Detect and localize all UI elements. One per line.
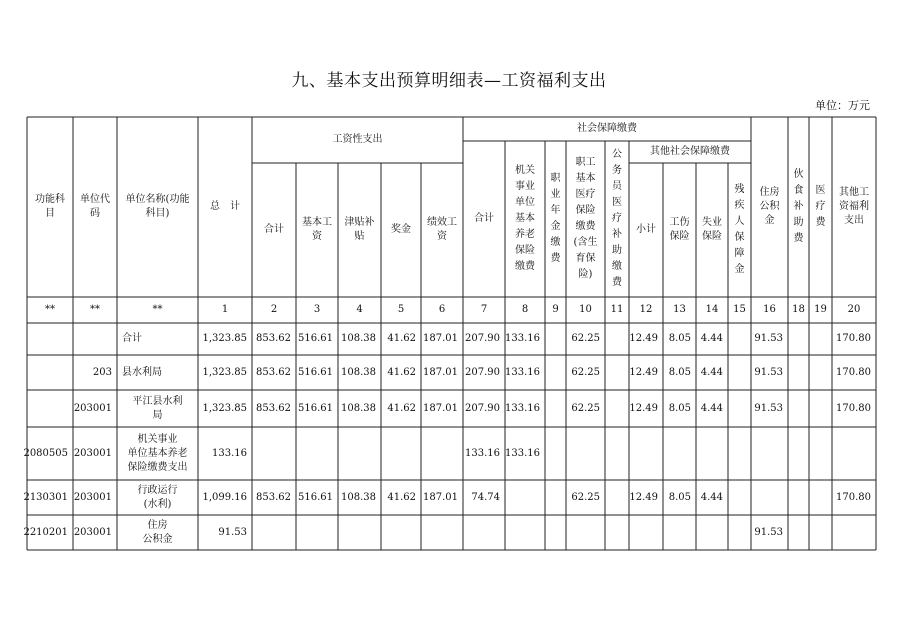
table-cell	[788, 515, 809, 550]
table-cell	[73, 323, 117, 355]
header-meal: 伙 食 补 助 费	[793, 169, 804, 244]
table-cell: 170.80	[836, 366, 871, 378]
header-other-group: 其他社会保障缴费	[650, 146, 730, 157]
header-total: 总 计	[210, 201, 240, 212]
header-social-group: 社会保障缴费	[577, 123, 637, 134]
table-cell	[629, 427, 663, 480]
table-cell	[728, 355, 751, 390]
table-cell: 8.05	[668, 402, 691, 414]
table-cell	[696, 515, 728, 550]
table-cell: 41.62	[387, 402, 416, 414]
header-other-welfare: 其他工 资福利 支出	[839, 187, 869, 226]
table-cell: 516.61	[298, 366, 333, 378]
table-cell: 8.05	[668, 366, 691, 378]
table-cell: 12.49	[629, 402, 658, 414]
table-cell	[252, 427, 296, 480]
table-cell: 170.80	[836, 333, 871, 344]
table-cell	[27, 390, 73, 427]
index-cell: 12	[639, 304, 653, 315]
table-cell: 12.49	[629, 366, 658, 378]
table-cell: 516.61	[298, 333, 333, 344]
table-cell	[605, 355, 629, 390]
row-name-cell: 机关事业 单位基本养老 保险缴费支出	[127, 433, 188, 473]
header-civil-medical: 公 务 员 医 疗 补 助 缴 费	[612, 149, 622, 288]
table-cell	[788, 480, 809, 515]
table-cell	[545, 390, 566, 427]
index-cell: 19	[814, 304, 827, 315]
table-cell: 41.62	[387, 333, 416, 344]
header-salary-group: 工资性支出	[332, 134, 383, 145]
table-cell	[505, 480, 545, 515]
table-cell: 207.90	[465, 402, 500, 414]
table-cell: 91.53	[754, 333, 783, 344]
table-cell: 203001	[73, 447, 112, 459]
table-cell: 108.38	[341, 366, 376, 378]
table-cell: 108.38	[341, 491, 376, 503]
table-cell: 1,323.85	[202, 333, 247, 344]
table-cell	[663, 427, 696, 480]
table-cell	[751, 427, 788, 480]
header-unit-name: 单位名称(功能 科目)	[125, 194, 190, 219]
index-cell: 6	[438, 304, 446, 315]
table-cell: 12.49	[629, 491, 658, 503]
index-cell: 3	[313, 304, 321, 315]
table-cell: 2130301	[23, 491, 68, 503]
table-cell	[27, 323, 73, 355]
table-cell: 4.44	[700, 491, 723, 503]
table-cell	[421, 427, 463, 480]
header-health: 医 疗 费	[815, 185, 826, 228]
index-cell: 9	[552, 304, 559, 315]
row-name-cell: 行政运行 (水利)	[137, 484, 178, 510]
table-cell	[566, 427, 605, 480]
table-cell: 108.38	[341, 402, 376, 414]
index-cell: **	[152, 304, 163, 315]
table-cell: 853.62	[256, 333, 291, 344]
table-cell	[505, 515, 545, 550]
row-name-cell: 平江县水利 局	[132, 395, 183, 421]
unit-label: 单位：万元	[815, 99, 870, 112]
index-cell: **	[45, 304, 55, 315]
table-cell: 853.62	[256, 366, 291, 378]
header-unit-code: 单位代 码	[80, 194, 110, 219]
table-cell	[809, 427, 832, 480]
header-salary-sum: 合计	[264, 224, 284, 235]
header-basic-salary: 基本工 资	[302, 217, 332, 242]
table-cell	[788, 355, 809, 390]
table-cell	[809, 515, 832, 550]
row-name-cell: 住房 公积金	[142, 519, 173, 545]
table-cell	[663, 515, 696, 550]
index-cell: 1	[221, 304, 229, 315]
header-func-code: 功能科 目	[35, 194, 65, 219]
table-cell	[545, 323, 566, 355]
table-cell	[809, 323, 832, 355]
index-cell: **	[90, 304, 100, 315]
header-performance: 绩效工 资	[427, 217, 457, 242]
table-cell: 2080505	[23, 447, 68, 459]
table-cell: 2210201	[23, 526, 68, 538]
header-annuity: 职 业 年 金 缴 费	[550, 173, 561, 264]
header-housing: 住房 公积 金	[759, 187, 780, 226]
header-medical: 职工 基本 医疗 保险 缴费 (含生 育保 险)	[573, 157, 598, 280]
table-cell	[605, 323, 629, 355]
table-cell	[809, 390, 832, 427]
table-cell: 41.62	[387, 491, 416, 503]
table-cell	[728, 323, 751, 355]
table-cell	[629, 515, 663, 550]
table-cell: 516.61	[298, 491, 333, 503]
header-social-sum: 合计	[474, 213, 494, 224]
table-cell: 170.80	[836, 402, 871, 414]
index-cell: 13	[673, 304, 686, 315]
table-cell	[728, 390, 751, 427]
index-cell: 7	[480, 304, 488, 315]
table-cell: 853.62	[256, 491, 291, 503]
index-cell: 5	[397, 304, 405, 315]
table-cell: 62.25	[571, 402, 600, 414]
table-cell	[605, 427, 629, 480]
index-cell: 2	[270, 304, 278, 315]
header-other-sum: 小计	[636, 224, 656, 235]
table-cell: 133.16	[505, 366, 540, 378]
index-cell: 8	[521, 304, 529, 315]
table-cell: 133.16	[505, 333, 540, 344]
table-cell	[27, 355, 73, 390]
table-cell: 187.01	[423, 333, 458, 344]
index-cell: 15	[733, 304, 746, 315]
header-bonus: 奖金	[391, 224, 411, 235]
table-cell	[605, 480, 629, 515]
table-cell: 12.49	[629, 333, 658, 344]
header-disability: 残 疾 人 保 障 金	[734, 184, 745, 275]
table-cell	[788, 427, 809, 480]
table-cell: 1,323.85	[202, 366, 247, 378]
table-cell: 187.01	[423, 491, 458, 503]
table-cell	[252, 515, 296, 550]
table-cell	[728, 427, 751, 480]
table-cell	[728, 480, 751, 515]
header-allowance: 津贴补 贴	[344, 217, 375, 242]
table-cell	[296, 515, 338, 550]
table-cell	[605, 390, 629, 427]
table-cell: 91.53	[754, 402, 783, 414]
table-cell: 133.16	[465, 447, 500, 459]
header-unemployment: 失业 保险	[702, 217, 722, 242]
table-cell	[545, 427, 566, 480]
table-cell: 133.16	[505, 447, 540, 459]
table-cell	[832, 427, 876, 480]
table-cell	[338, 427, 381, 480]
table-cell	[788, 323, 809, 355]
table-cell: 62.25	[571, 333, 600, 344]
index-cell: 18	[792, 304, 805, 315]
table-cell	[545, 515, 566, 550]
table-cell	[338, 515, 381, 550]
table-cell: 62.25	[571, 491, 600, 503]
table-cell: 170.80	[836, 491, 871, 503]
table-cell: 853.62	[256, 402, 291, 414]
table-cell: 8.05	[668, 333, 691, 344]
table-cell	[463, 515, 505, 550]
table-cell: 187.01	[423, 366, 458, 378]
table-cell	[788, 390, 809, 427]
table-cell: 4.44	[700, 366, 723, 378]
table-cell: 1,099.16	[202, 491, 247, 503]
index-cell: 16	[763, 304, 776, 315]
table-cell: 41.62	[387, 366, 416, 378]
table-cell: 203001	[73, 491, 112, 503]
table-cell: 187.01	[423, 402, 458, 414]
table-cell	[696, 427, 728, 480]
row-name-cell: 县水利局	[122, 366, 162, 378]
table-cell	[381, 427, 421, 480]
page-title: 九、基本支出预算明细表—工资福利支出	[291, 71, 607, 91]
table-cell: 207.90	[465, 333, 500, 344]
table-cell	[545, 480, 566, 515]
table-cell	[545, 355, 566, 390]
table-cell: 4.44	[700, 402, 723, 414]
index-cell: 4	[356, 304, 363, 315]
table-cell: 91.53	[754, 366, 783, 378]
table-cell: 516.61	[298, 402, 333, 414]
table-cell: 207.90	[465, 366, 500, 378]
table-cell: 203	[92, 366, 112, 378]
table-cell	[809, 355, 832, 390]
table-cell: 133.16	[212, 447, 247, 459]
table-cell	[605, 515, 629, 550]
table-cell: 133.16	[505, 402, 540, 414]
table-cell: 91.53	[218, 526, 247, 538]
table-cell	[421, 515, 463, 550]
table-cell	[296, 427, 338, 480]
table-cell	[566, 515, 605, 550]
table-cell	[381, 515, 421, 550]
table-cell: 203001	[73, 402, 112, 414]
header-injury: 工伤 保险	[669, 217, 690, 242]
table-cell	[751, 480, 788, 515]
table-cell	[809, 480, 832, 515]
table-cell: 8.05	[668, 491, 691, 503]
index-cell: 20	[847, 304, 861, 315]
table-cell	[832, 515, 876, 550]
table-cell	[728, 515, 751, 550]
header-pension: 机关 事业 单位 基本 养老 保险 缴费	[515, 165, 535, 272]
table-cell: 1,323.85	[202, 402, 247, 414]
table-cell: 203001	[73, 526, 112, 538]
table-cell: 91.53	[754, 526, 783, 538]
index-cell: 14	[705, 304, 719, 315]
table-cell: 4.44	[700, 333, 723, 344]
index-cell: 10	[579, 304, 592, 315]
table-cell: 74.74	[471, 491, 500, 503]
index-cell: 11	[610, 304, 624, 315]
table-cell: 108.38	[341, 333, 376, 344]
table-cell: 62.25	[571, 366, 600, 378]
row-name-cell: 合计	[122, 333, 142, 344]
